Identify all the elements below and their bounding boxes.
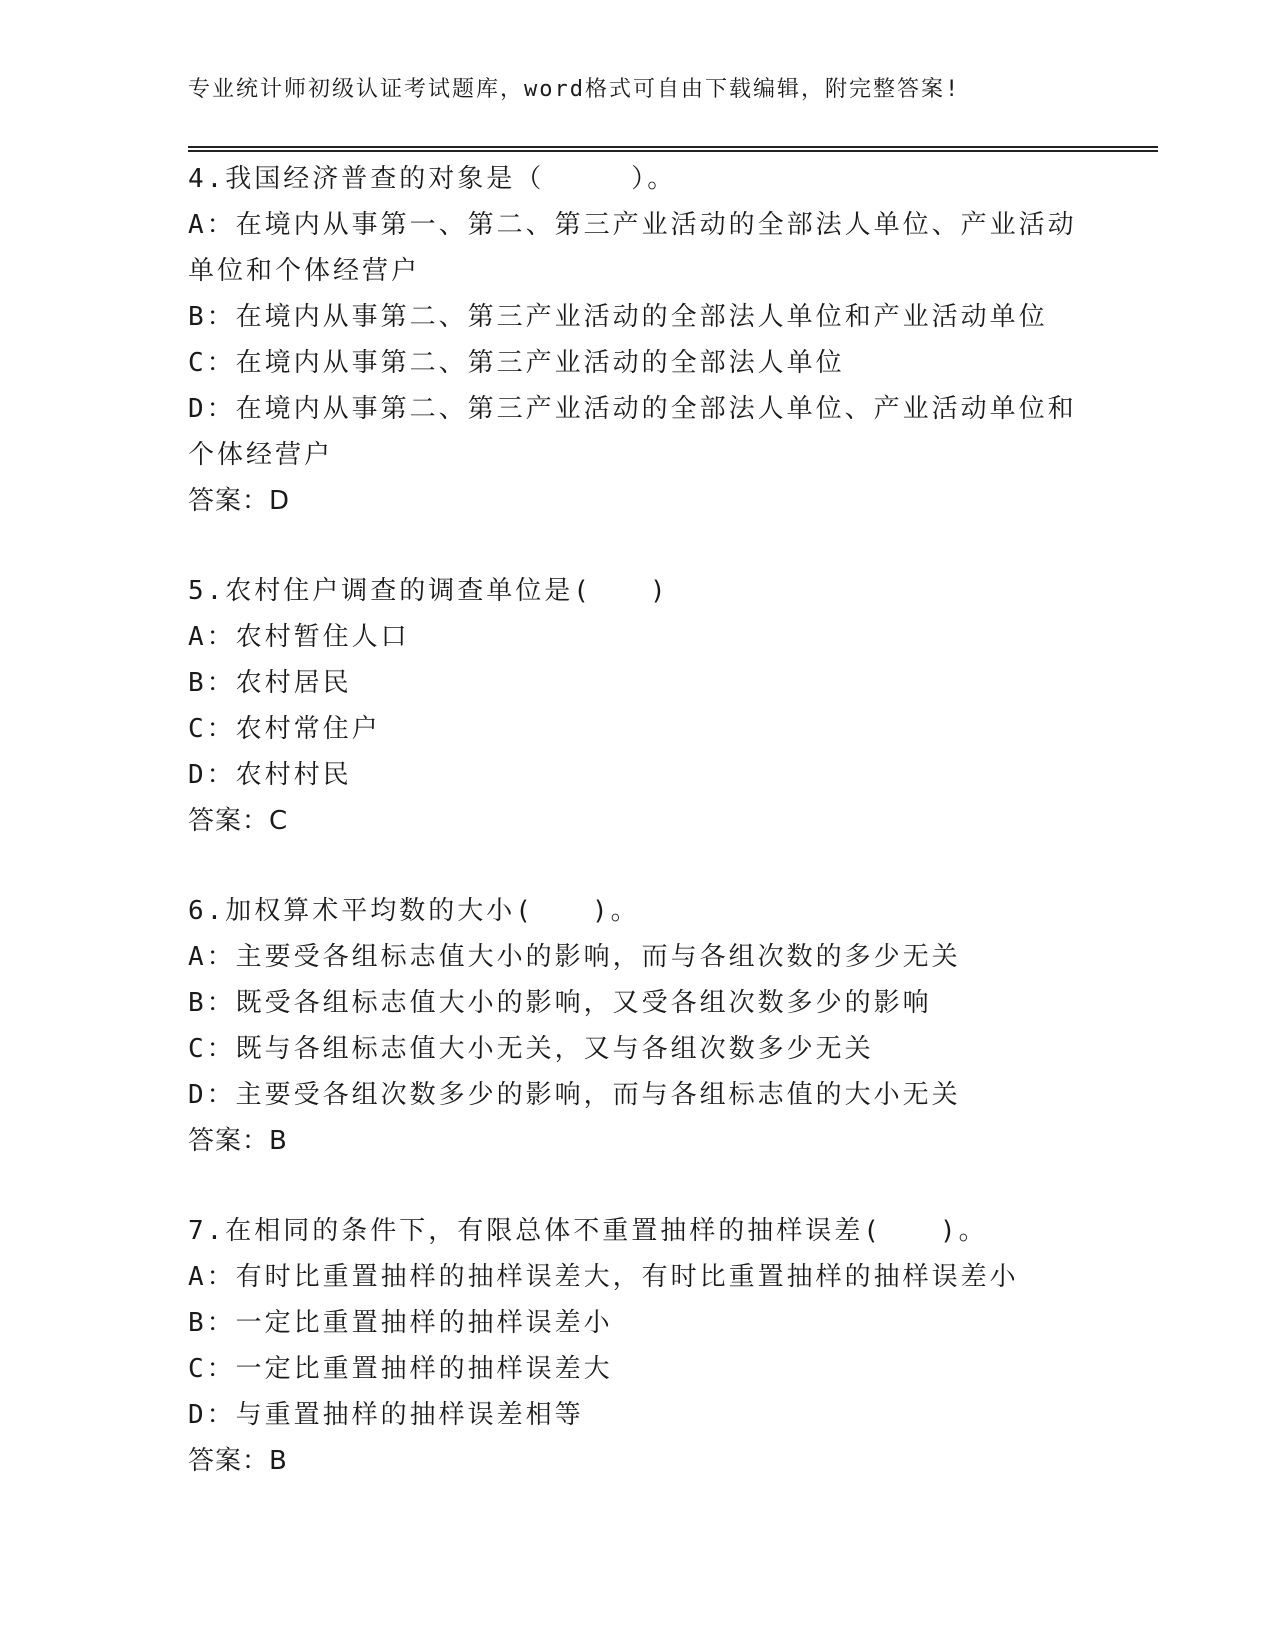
question-6	[188, 888, 1088, 1164]
option-line: B：在境内从事第二、第三产业活动的全部法人单位和产业活动单位	[188, 302, 1048, 332]
option-line: A：在境内从事第一、第二、第三产业活动的全部法人单位、产业活动	[188, 210, 1077, 240]
option-line: B：农村居民	[188, 668, 352, 698]
answer-label: 答案：D	[188, 486, 291, 516]
option-line: D：在境内从事第二、第三产业活动的全部法人单位、产业活动单位和	[188, 394, 1077, 424]
option-line: D：与重置抽样的抽样误差相等	[188, 1400, 584, 1430]
answer-label: 答案：C	[188, 806, 289, 836]
question-4	[188, 156, 1088, 524]
answer-label: 答案：B	[188, 1126, 288, 1156]
option-line: D：农村村民	[188, 760, 352, 790]
question-5	[188, 568, 1088, 844]
option-line: A：主要受各组标志值大小的影响，而与各组次数的多少无关	[188, 942, 961, 972]
option-line: A：有时比重置抽样的抽样误差大，有时比重置抽样的抽样误差小	[188, 1262, 1019, 1292]
option-line: C：在境内从事第二、第三产业活动的全部法人单位	[188, 348, 845, 378]
option-line: 个体经营户	[188, 440, 334, 470]
answer-label: 答案：B	[188, 1446, 288, 1476]
question-stem: 7.在相同的条件下，有限总体不重置抽样的抽样误差( )。	[188, 1216, 988, 1246]
option-line: B：既受各组标志值大小的影响，又受各组次数多少的影响	[188, 988, 932, 1018]
question-stem: 4.我国经济普查的对象是（ ）。	[188, 164, 677, 194]
question-list	[188, 156, 1088, 1528]
option-line: C：一定比重置抽样的抽样误差大	[188, 1354, 613, 1384]
option-line: B：一定比重置抽样的抽样误差小	[188, 1308, 613, 1338]
option-line: C：既与各组标志值大小无关，又与各组次数多少无关	[188, 1034, 874, 1064]
question-7	[188, 1208, 1088, 1484]
document-header: 专业统计师初级认证考试题库，word格式可自由下载编辑，附完整答案!	[188, 77, 961, 102]
option-line: C：农村常住户	[188, 714, 381, 744]
option-line: D：主要受各组次数多少的影响，而与各组标志值的大小无关	[188, 1080, 961, 1110]
question-stem: 5.农村住户调查的调查单位是( )	[188, 576, 669, 606]
option-line: 单位和个体经营户	[188, 256, 421, 286]
header-divider	[188, 146, 1158, 152]
question-stem: 6.加权算术平均数的大小( )。	[188, 896, 640, 926]
option-line: A：农村暂住人口	[188, 622, 410, 652]
